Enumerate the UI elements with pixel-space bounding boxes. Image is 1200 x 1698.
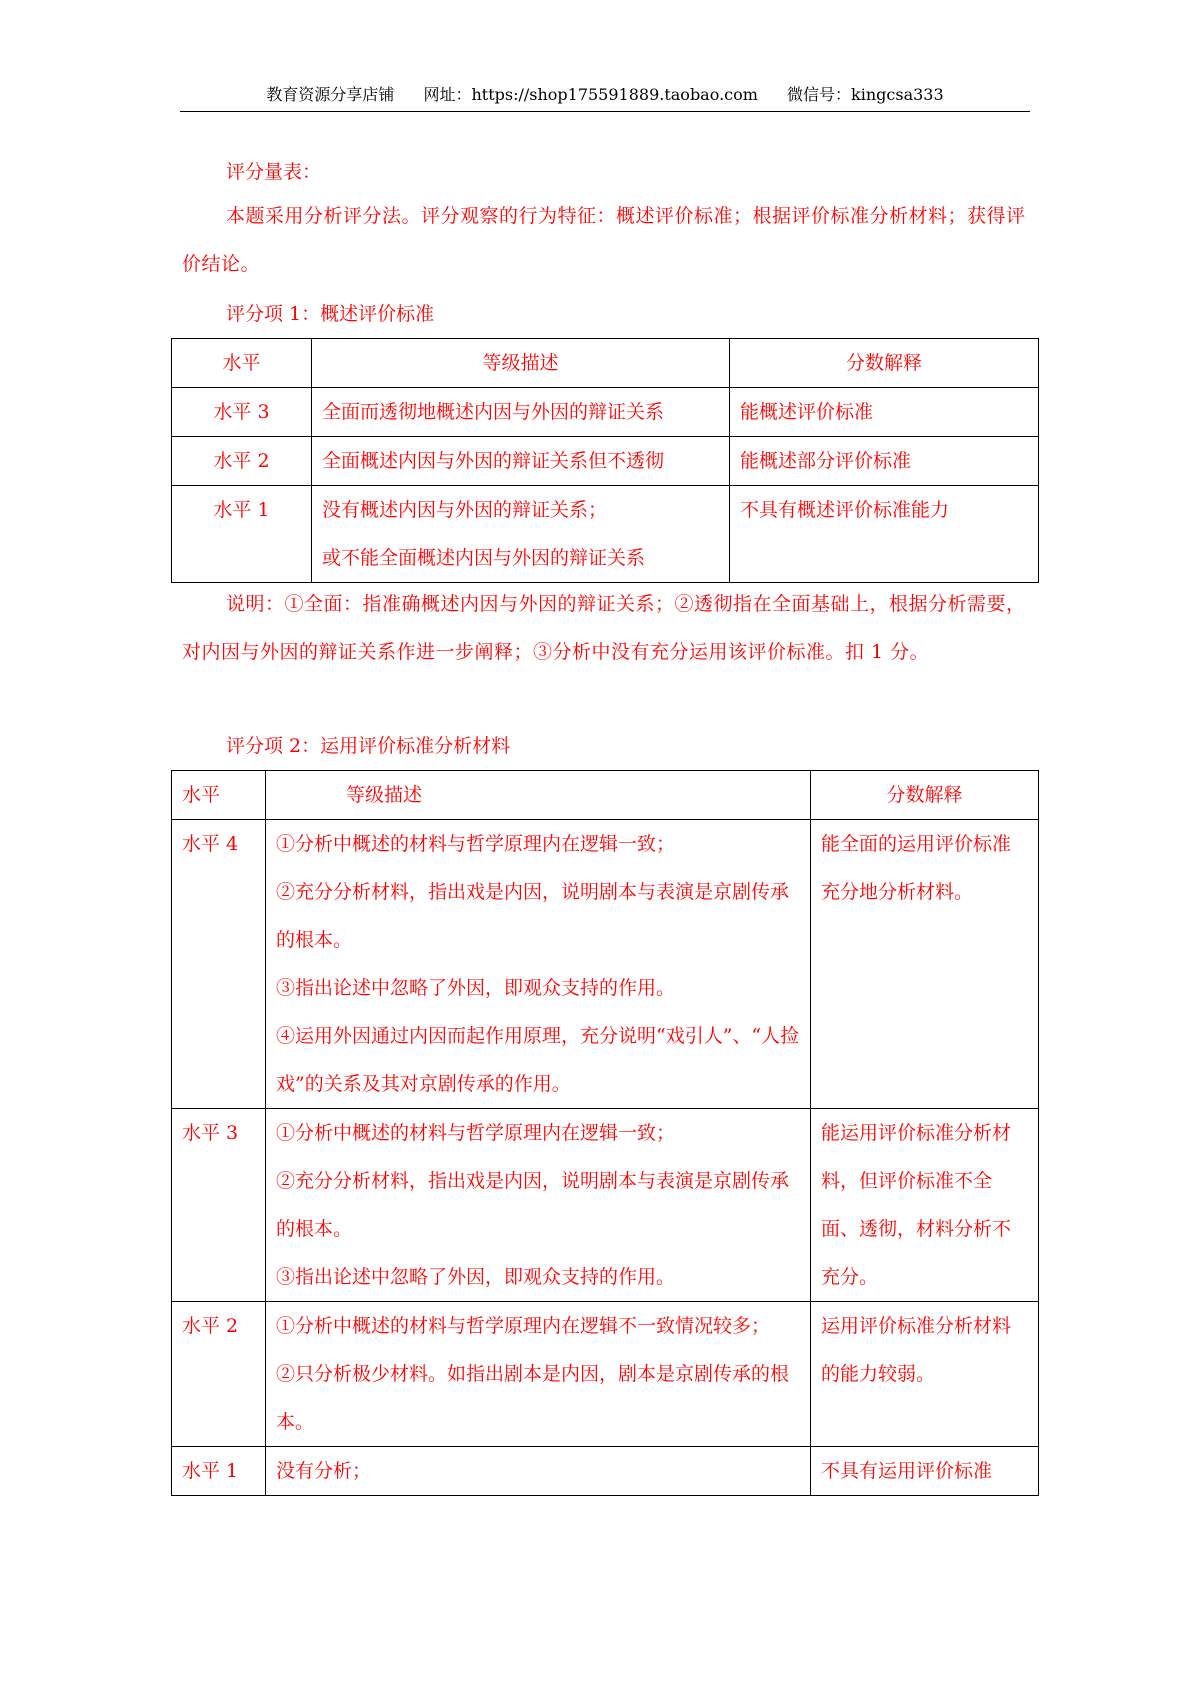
desc-line: ③指出论述中忽略了外因，即观众支持的作用。 <box>276 1266 676 1288</box>
score-cell: 运用评价标准分析材料的能力较弱。 <box>811 1302 1039 1447</box>
header-divider <box>180 111 1030 112</box>
level-cell: 水平 2 <box>172 1302 266 1447</box>
desc-line: ④运用外因通过内因而起作用原理，充分说明“戏引人”、“人捡戏”的关系及其对京剧传承的作用。 <box>276 1025 800 1095</box>
desc-line: ①分析中概述的材料与哲学原理内在逻辑一致； <box>276 833 676 855</box>
desc-line: ②充分分析材料，指出戏是内因，说明剧本与表演是京剧传承的根本。 <box>276 881 790 951</box>
desc-cell <box>266 1447 811 1496</box>
table-row <box>172 1302 1039 1447</box>
desc-line: 或不能全面概述内因与外因的辩证关系 <box>322 547 646 569</box>
score-cell: 能全面的运用评价标准充分地分析材料。 <box>811 820 1039 1109</box>
level-cell: 水平 3 <box>172 1109 266 1302</box>
desc-cell <box>266 820 811 1109</box>
item2-title: 评分项 2：运用评价标准分析材料 <box>226 735 511 757</box>
desc-line: 没有概述内因与外因的辩证关系； <box>322 499 608 521</box>
header-cell: 水平 <box>172 771 266 820</box>
wechat-id: 微信号：kingcsa333 <box>787 85 944 104</box>
table-row <box>172 820 1039 1109</box>
desc-cell <box>312 486 730 583</box>
score-cell: 能概述部分评价标准 <box>730 437 1039 486</box>
score-cell: 不具有概述评价标准能力 <box>730 486 1039 583</box>
table-header-row <box>172 339 1039 388</box>
level-cell: 水平 1 <box>172 486 312 583</box>
level-cell: 水平 4 <box>172 820 266 1109</box>
desc-line: ①分析中概述的材料与哲学原理内在逻辑一致； <box>276 1122 676 1144</box>
table-row <box>172 1447 1039 1496</box>
score-cell: 能运用评价标准分析材料，但评价标准不全面、透彻，材料分析不充分。 <box>811 1109 1039 1302</box>
desc-cell <box>312 437 730 486</box>
desc-line: ②充分分析材料，指出戏是内因，说明剧本与表演是京剧传承的根本。 <box>276 1170 790 1240</box>
desc-line: ①分析中概述的材料与哲学原理内在逻辑不一致情况较多； <box>276 1315 771 1337</box>
item2-table <box>171 770 1039 1496</box>
desc-line: ③指出论述中忽略了外因，即观众支持的作用。 <box>276 977 676 999</box>
shop-url: 网址：https://shop175591889.taobao.com <box>423 85 758 104</box>
page-header <box>180 84 1030 106</box>
header-cell: 分数解释 <box>730 339 1039 388</box>
table-row <box>172 437 1039 486</box>
desc-line: 全面而透彻地概述内因与外因的辩证关系 <box>322 401 665 423</box>
intro-paragraph: 本题采用分析评分法。评分观察的行为特征：概述评价标准；根据评价标准分析材料；获得评价结论。 <box>182 205 1026 275</box>
level-cell: 水平 3 <box>172 388 312 437</box>
table-header-row <box>172 771 1039 820</box>
shop-name: 教育资源分享店铺 <box>266 85 395 104</box>
table-row <box>172 1109 1039 1302</box>
desc-cell <box>266 1302 811 1447</box>
level-cell: 水平 2 <box>172 437 312 486</box>
desc-cell <box>266 1109 811 1302</box>
desc-line: ②只分析极少材料。如指出剧本是内因，剧本是京剧传承的根本。 <box>276 1363 790 1433</box>
table-row <box>172 388 1039 437</box>
table-row <box>172 486 1039 583</box>
header-cell: 分数解释 <box>811 771 1039 820</box>
level-cell: 水平 1 <box>172 1447 266 1496</box>
item1-title: 评分项 1：概述评价标准 <box>226 303 435 325</box>
desc-cell <box>312 388 730 437</box>
desc-line: 没有分析； <box>276 1460 372 1482</box>
score-cell: 能概述评价标准 <box>730 388 1039 437</box>
header-cell: 等级描述 <box>266 771 811 820</box>
score-cell: 不具有运用评价标准 <box>811 1447 1039 1496</box>
header-cell: 水平 <box>172 339 312 388</box>
header-cell: 等级描述 <box>312 339 730 388</box>
item1-table <box>171 338 1039 583</box>
scale-title: 评分量表： <box>226 161 322 183</box>
note-paragraph: 说明：①全面：指准确概述内因与外因的辩证关系；②透彻指在全面基础上，根据分析需要，对内因与外因的辩证关系作进一步阐释；③分析中没有充分运用该评价标准。扣 1 分。 <box>182 593 1026 663</box>
desc-line: 全面概述内因与外因的辩证关系但不透彻 <box>322 450 665 472</box>
